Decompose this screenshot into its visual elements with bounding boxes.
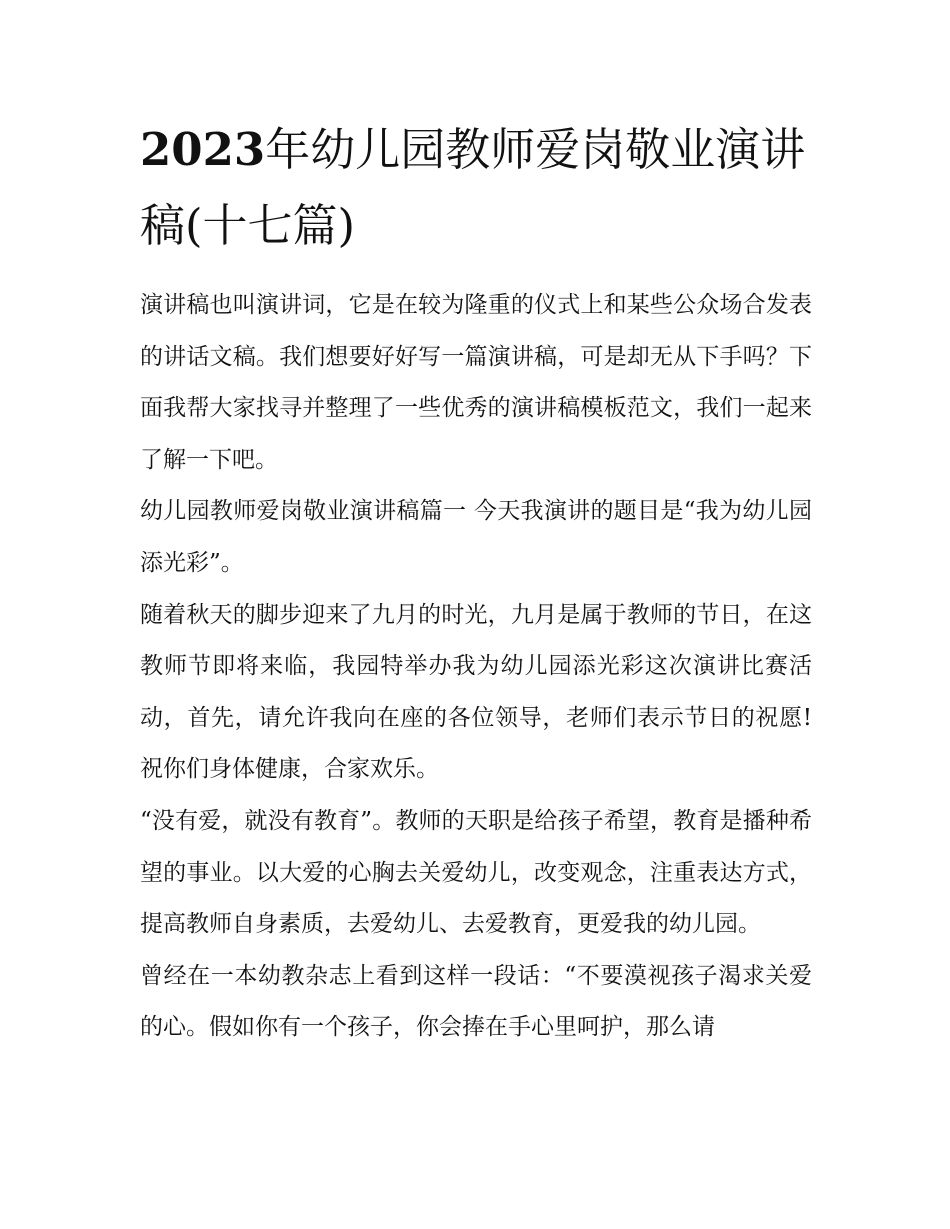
- document-title: [140, 112, 812, 264]
- title-text: 年幼儿园教师爱岗敬业演讲稿(十七篇): [140, 123, 806, 252]
- paragraph-topic: 幼儿园教师爱岗敬业演讲稿篇一 今天我演讲的题目是“我为幼儿园添光彩”。: [140, 498, 812, 576]
- title-year: 2023: [140, 123, 266, 176]
- paragraph-greeting: 随着秋天的脚步迎来了九月的时光，九月是属于教师的节日，在这教师节即将来临，我园特举办我为幼儿园添光彩这次演讲比赛活动，首先，请允许我向在座的各位领导，老师们表示节日的祝愿!祝你们身体健康，合家欢乐。: [140, 601, 812, 783]
- document-page: [140, 112, 812, 1054]
- paragraph-quote: 曾经在一本幼教杂志上看到这样一段话：“不要漠视孩子渴求关爱的心。假如你有一个孩子，你会捧在手心里呵护，那么请: [140, 962, 812, 1041]
- paragraph-intro: 演讲稿也叫演讲词，它是在较为隆重的仪式上和某些公众场合发表的讲话文稿。我们想要好好写一篇演讲稿，可是却无从下手吗？下面我帮大家找寻并整理了一些优秀的演讲稿模板范文，我们一起来了解一下吧。: [140, 292, 812, 473]
- paragraph-love-education: “没有爱，就没有教育”。教师的天职是给孩子希望，教育是播种希望的事业。以大爱的心胸去关爱幼儿，改变观念，注重表达方式，提高教师自身素质，去爱幼儿、去爱教育，更爱我的幼儿园。: [140, 807, 812, 938]
